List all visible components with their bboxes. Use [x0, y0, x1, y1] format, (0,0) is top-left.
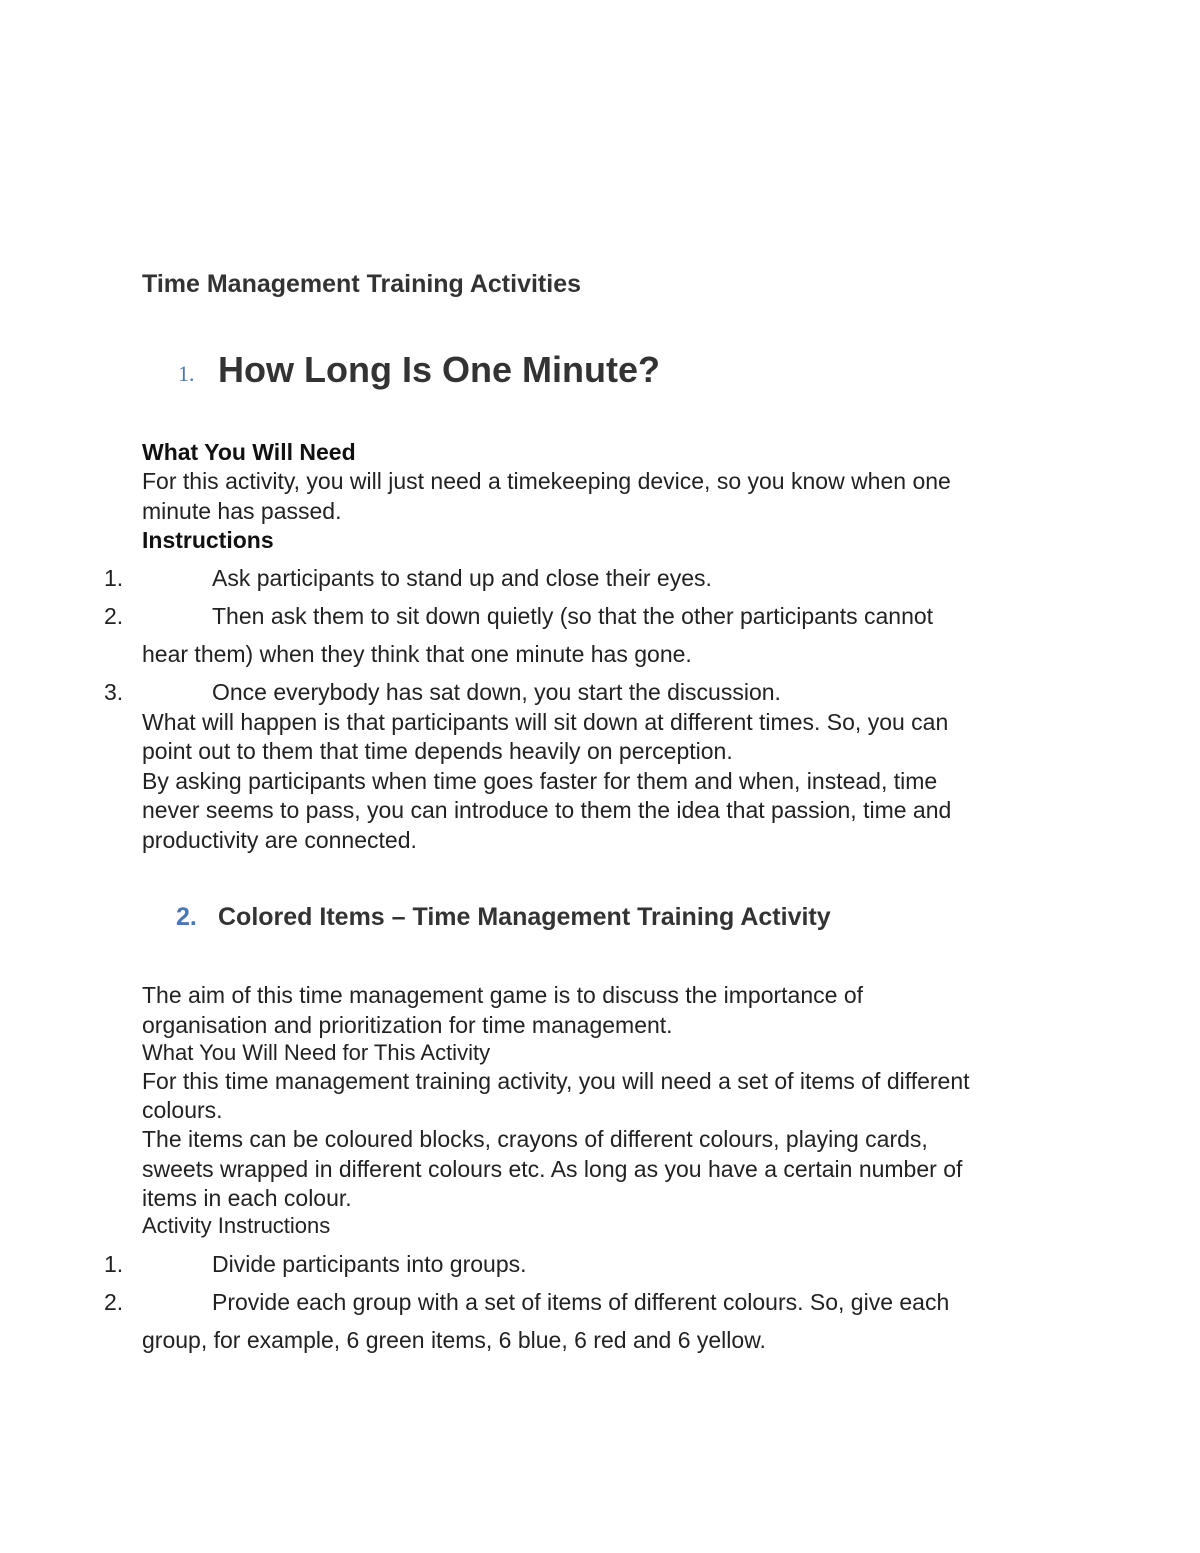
section2-need-line: For this time management training activity, you will need a set of items of different: [142, 1068, 970, 1094]
section1-body-line: What will happen is that participants will sit down at different times. So, you can: [142, 709, 949, 735]
list-item-number: 2.: [104, 603, 124, 629]
section1-need-line: minute has passed.: [142, 498, 342, 524]
section1-body-line: By asking participants when time goes faster for them and when, instead, time: [142, 768, 938, 794]
section1-instructions-heading: Instructions: [142, 527, 274, 553]
list-item-text: Then ask them to sit down quietly (so that the other participants cannot: [212, 603, 934, 629]
section2-need-line: sweets wrapped in different colours etc. As long as you have a certain number of: [142, 1156, 963, 1182]
list-item-continuation: group, for example, 6 green items, 6 blue, 6 red and 6 yellow.: [142, 1327, 766, 1353]
section2-instructions-heading: Activity Instructions: [142, 1213, 331, 1238]
list-item-number: 1.: [104, 1251, 124, 1277]
list-item-text: Divide participants into groups.: [212, 1251, 527, 1277]
section1-need-line: For this activity, you will just need a timekeeping device, so you know when one: [142, 468, 951, 494]
section2-intro-line: The aim of this time management game is to discuss the importance of: [142, 982, 863, 1008]
list-item-number: 2.: [104, 1289, 124, 1315]
section1-body-line: point out to them that time depends heavily on perception.: [142, 738, 733, 764]
list-item-text: Once everybody has sat down, you start the discussion.: [212, 679, 781, 705]
section1-number: 1.: [178, 361, 195, 386]
section2-need-line: items in each colour.: [142, 1185, 352, 1211]
list-item-number: 3.: [104, 679, 124, 705]
list-item-text: Ask participants to stand up and close their eyes.: [212, 565, 712, 591]
list-item-text: Provide each group with a set of items of different colours. So, give each: [212, 1289, 950, 1315]
section2-need-heading: What You Will Need for This Activity: [142, 1040, 491, 1065]
list-item-number: 1.: [104, 565, 124, 591]
section2-heading: Colored Items – Time Management Training Activity: [218, 903, 831, 931]
section1-body-line: never seems to pass, you can introduce to them the idea that passion, time and: [142, 797, 952, 823]
section1-need-heading: What You Will Need: [142, 439, 356, 465]
section1-heading: How Long Is One Minute?: [218, 349, 660, 390]
section1-body-line: productivity are connected.: [142, 827, 417, 853]
section2-number: 2.: [176, 903, 197, 931]
list-item-continuation: hear them) when they think that one minute has gone.: [142, 641, 692, 667]
section2-need-line: colours.: [142, 1097, 223, 1123]
document-title: Time Management Training Activities: [142, 270, 582, 298]
section2-need-line: The items can be coloured blocks, crayons of different colours, playing cards,: [142, 1126, 928, 1152]
section2-intro-line: organisation and prioritization for time management.: [142, 1012, 673, 1038]
